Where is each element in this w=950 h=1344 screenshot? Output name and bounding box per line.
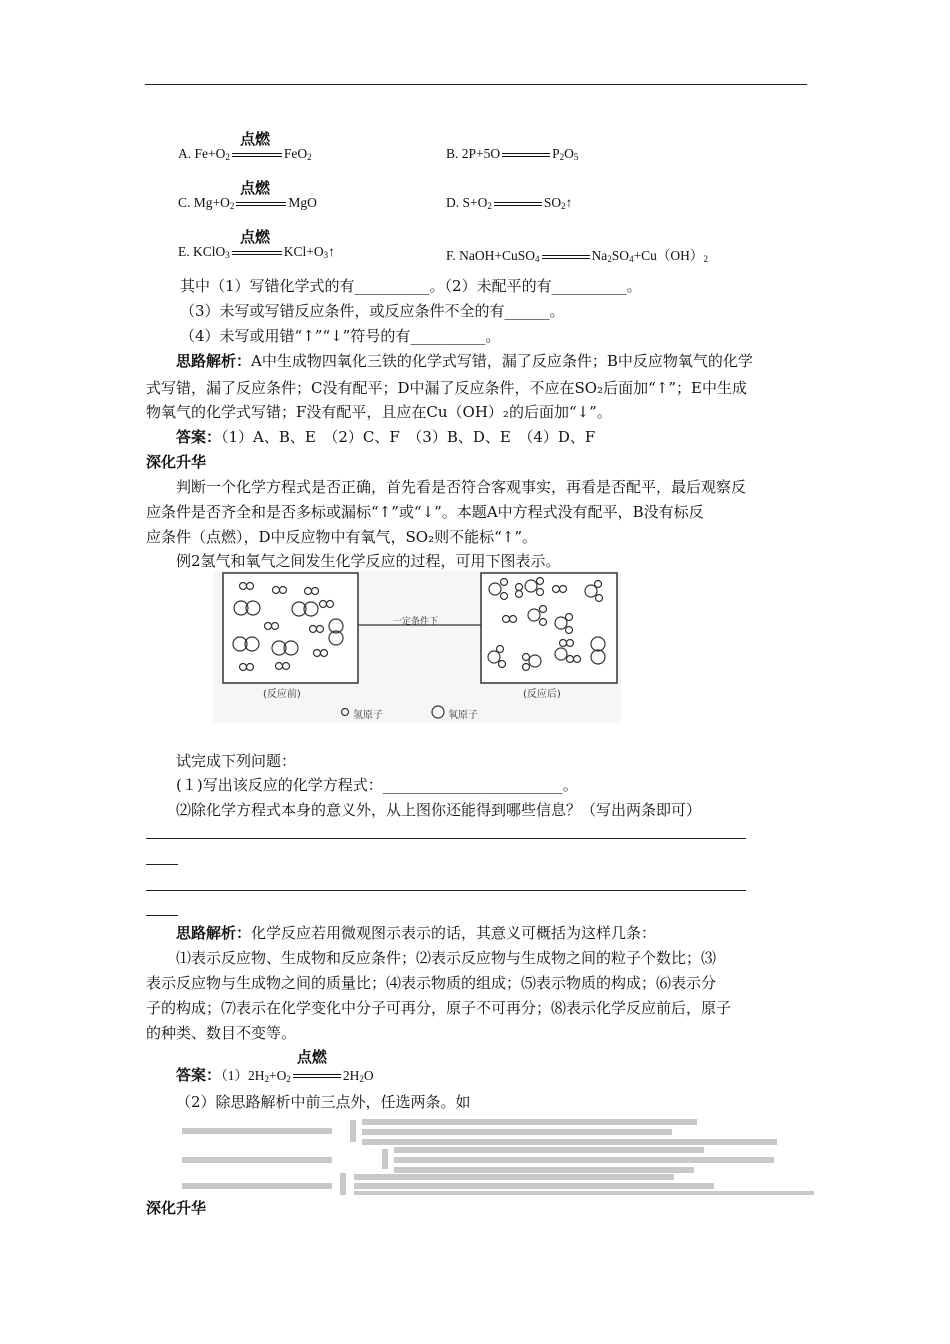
answer-blank-line-1 xyxy=(146,838,746,839)
question-4: （4）未写或用错“↑”“↓”符号的有__________。 xyxy=(180,327,501,345)
reaction-diagram xyxy=(213,571,621,723)
section-1-line-1: 判断一个化学方程式是否正确，首先看是否符合客观事实，再看是否配平，最后观察反 xyxy=(176,478,747,496)
equation-a: A. $Fe+O_2$ 点燃 FeO$_2$ xyxy=(178,130,312,162)
analysis-2-line-4: 的种类、数目不变等。 xyxy=(146,1024,297,1042)
analysis-2-line-2: 表示反应物与生成物之间的质量比；⑷表示物质的组成；⑸表示物质的构成；⑹表示分 xyxy=(146,974,717,992)
condition-label: 点燃 xyxy=(240,179,271,197)
after-label: (反应后) xyxy=(523,689,561,700)
before-label: (反应前) xyxy=(263,689,301,700)
answer-blank-short-2 xyxy=(146,915,178,916)
question-3: （3）未写或写错反应条件，或反应条件不全的有______。 xyxy=(180,302,565,320)
analysis-1-line-1: 思路解析：A中生成物四氧化三铁的化学式写错，漏了反应条件；B中反应物氧气的化学 xyxy=(176,352,753,370)
condition-label: 点燃 xyxy=(240,130,271,148)
equation-c: C. $Mg+O_2$ 点燃 MgO xyxy=(178,179,317,211)
analysis-1-line-2: 式写错，漏了反应条件；C没有配平；D中漏了反应条件，不应在SO₂后面加“↑”；E中生成 xyxy=(146,379,747,397)
answer-blank-short-1 xyxy=(146,864,178,865)
section-heading-1: 深化升华 xyxy=(146,453,207,471)
condition-label: 点燃 xyxy=(240,228,271,246)
analysis-2-line-1: ⑴表示反应物、生成物和反应条件；⑵表示反应物与生成物之间的粒子个数比；⑶ xyxy=(176,949,717,967)
equation-d: D. $S+O_2$ $SO_2↑$ xyxy=(446,195,573,211)
legend-oxygen: 氧原子 xyxy=(448,710,478,721)
answer-1: 答案：（1）A、B、E （2）C、F （3）B、D、E （4）D、F xyxy=(176,428,596,446)
answer-blank-line-2 xyxy=(146,890,746,891)
equation-b: B. 2P+5O $P_2O_5$ xyxy=(446,146,579,162)
legend-hydrogen: 氢原子 xyxy=(353,710,383,721)
answer-2-line-2: （2）除思路解析中前三点外，任选两条。如 xyxy=(176,1093,471,1111)
example-2-prompt: 试完成下列问题： xyxy=(176,752,297,770)
arrow-label: 一定条件下 xyxy=(393,617,439,627)
analysis-2-lead: 思路解析：化学反应若用微观图示表示的话，其意义可概括为这样几条： xyxy=(176,924,657,942)
illegible-figure xyxy=(182,1117,817,1195)
condition-label: 点燃 xyxy=(296,1048,327,1066)
analysis-2-line-3: 子的构成；⑺表示在化学变化中分子可再分，原子不可再分；⑻表示化学反应前后，原子 xyxy=(146,999,732,1017)
section-heading-2: 深化升华 xyxy=(146,1199,207,1217)
analysis-1-line-3: 物氧气的化学式写错；F没有配平，且应在Cu（OH）₂的后面加“↓”。 xyxy=(146,403,612,421)
question-1-2: 其中（1）写错化学式的有__________。（2）未配平的有__________。 xyxy=(180,277,642,295)
example-2-q1: (１)写出该反应的化学方程式：________________________。 xyxy=(176,776,578,794)
equation-f: F. NaOH+CuSO$_4$ $Na_2SO_4+Cu(OH)_2$ xyxy=(446,248,708,264)
section-1-line-3: 应条件（点燃），D中反应物中有氧气，SO₂则不能标“↑”。 xyxy=(146,528,538,546)
section-1-line-2: 应条件是否齐全和是否多标或漏标“↑”或“↓”。本题A中方程式没有配平，B没有标反 xyxy=(146,503,704,521)
answer-2-equation: 答案：$(1)2H_2+O_2$ 点燃 $2H_2O$ xyxy=(176,1048,374,1084)
equation-e: E. KClO$_3$ 点燃 $KCl+O_3↑$ xyxy=(178,228,335,260)
header-rule xyxy=(145,84,807,85)
example-2-intro: 例2氢气和氧气之间发生化学反应的过程，可用下图表示。 xyxy=(176,552,561,570)
example-2-q2: ⑵除化学方程式本身的意义外，从上图你还能得到哪些信息？（写出两条即可） xyxy=(176,801,702,819)
